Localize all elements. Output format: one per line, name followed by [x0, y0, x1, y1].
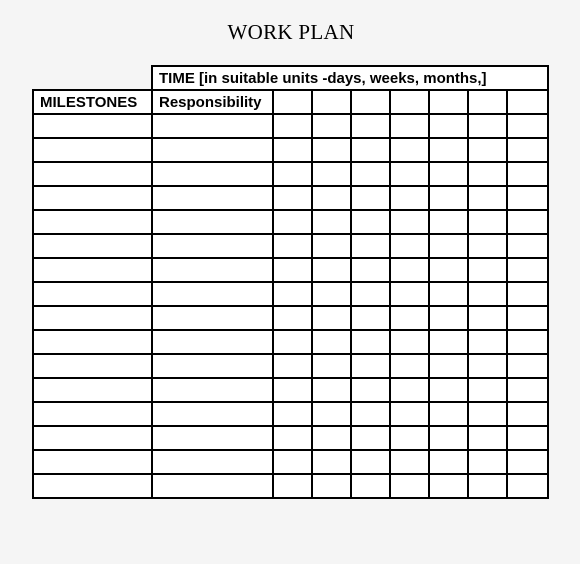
time-header-cell: [390, 90, 429, 114]
time-cell[interactable]: [390, 354, 429, 378]
time-cell[interactable]: [468, 474, 507, 498]
time-header-cell: [273, 90, 312, 114]
time-cell[interactable]: [429, 186, 468, 210]
time-cell[interactable]: [468, 306, 507, 330]
time-cell[interactable]: [390, 426, 429, 450]
time-cell[interactable]: [390, 114, 429, 138]
time-cell[interactable]: [312, 378, 351, 402]
time-cell[interactable]: [351, 354, 390, 378]
time-cell[interactable]: [312, 138, 351, 162]
time-cell[interactable]: [429, 306, 468, 330]
time-cell[interactable]: [351, 186, 390, 210]
milestone-cell[interactable]: [33, 330, 152, 354]
plan-row: [33, 282, 548, 306]
plan-row: [33, 234, 548, 258]
time-cell[interactable]: [468, 138, 507, 162]
time-cell[interactable]: [468, 354, 507, 378]
time-cell[interactable]: [312, 234, 351, 258]
time-cell[interactable]: [273, 426, 312, 450]
time-cell[interactable]: [351, 378, 390, 402]
milestone-cell[interactable]: [33, 114, 152, 138]
time-cell[interactable]: [507, 114, 548, 138]
milestone-cell[interactable]: [33, 138, 152, 162]
responsibility-cell[interactable]: [152, 282, 273, 306]
time-cell[interactable]: [312, 258, 351, 282]
time-cell[interactable]: [468, 258, 507, 282]
time-cell[interactable]: [312, 426, 351, 450]
time-cell[interactable]: [351, 426, 390, 450]
responsibility-cell[interactable]: [152, 234, 273, 258]
time-cell[interactable]: [468, 282, 507, 306]
time-cell[interactable]: [429, 114, 468, 138]
time-cell[interactable]: [273, 282, 312, 306]
time-cell[interactable]: [429, 138, 468, 162]
responsibility-cell[interactable]: [152, 210, 273, 234]
time-cell[interactable]: [507, 306, 548, 330]
time-cell[interactable]: [312, 330, 351, 354]
plan-row: [33, 354, 548, 378]
time-cell[interactable]: [390, 162, 429, 186]
time-cell[interactable]: [429, 162, 468, 186]
time-cell[interactable]: [507, 450, 548, 474]
time-cell[interactable]: [390, 210, 429, 234]
responsibility-header: Responsibility: [152, 90, 273, 114]
plan-row: [33, 426, 548, 450]
time-cell[interactable]: [390, 378, 429, 402]
plan-row: [33, 138, 548, 162]
time-cell[interactable]: [312, 306, 351, 330]
time-cell[interactable]: [390, 450, 429, 474]
time-header-cell: [351, 90, 390, 114]
time-cell[interactable]: [390, 306, 429, 330]
milestone-cell[interactable]: [33, 282, 152, 306]
time-cell[interactable]: [429, 354, 468, 378]
time-cell[interactable]: [429, 210, 468, 234]
work-plan-table: [32, 65, 549, 499]
time-cell[interactable]: [507, 234, 548, 258]
time-cell[interactable]: [507, 282, 548, 306]
time-cell[interactable]: [429, 426, 468, 450]
time-header-cell: [468, 90, 507, 114]
time-cell[interactable]: [429, 402, 468, 426]
time-cell[interactable]: [468, 114, 507, 138]
milestone-cell[interactable]: [33, 474, 152, 498]
time-cell[interactable]: [312, 474, 351, 498]
time-header: TIME [in suitable units -days, weeks, months,]: [152, 66, 548, 90]
time-header-cell: [507, 90, 548, 114]
time-cell[interactable]: [351, 306, 390, 330]
plan-row: [33, 450, 548, 474]
time-header-cell: [312, 90, 351, 114]
milestone-cell[interactable]: [33, 234, 152, 258]
plan-row: [33, 186, 548, 210]
time-cell[interactable]: [390, 330, 429, 354]
time-cell[interactable]: [390, 138, 429, 162]
responsibility-cell[interactable]: [152, 378, 273, 402]
plan-row: [33, 210, 548, 234]
time-cell[interactable]: [351, 258, 390, 282]
milestone-cell[interactable]: [33, 162, 152, 186]
time-cell[interactable]: [273, 210, 312, 234]
time-cell[interactable]: [507, 426, 548, 450]
milestone-cell[interactable]: [33, 258, 152, 282]
time-cell[interactable]: [273, 234, 312, 258]
time-header-row: [33, 66, 548, 90]
responsibility-cell[interactable]: [152, 474, 273, 498]
time-cell[interactable]: [429, 474, 468, 498]
time-cell[interactable]: [312, 210, 351, 234]
time-cell[interactable]: [351, 210, 390, 234]
time-cell[interactable]: [468, 162, 507, 186]
time-header-cell: [429, 90, 468, 114]
time-cell[interactable]: [351, 474, 390, 498]
page-title: WORK PLAN: [227, 20, 355, 44]
time-cell[interactable]: [390, 258, 429, 282]
responsibility-cell[interactable]: [152, 450, 273, 474]
time-cell[interactable]: [468, 426, 507, 450]
responsibility-cell[interactable]: [152, 426, 273, 450]
responsibility-cell[interactable]: [152, 354, 273, 378]
plan-row: [33, 474, 548, 498]
responsibility-cell[interactable]: [152, 306, 273, 330]
time-cell[interactable]: [390, 402, 429, 426]
time-cell[interactable]: [312, 354, 351, 378]
time-cell[interactable]: [273, 450, 312, 474]
plan-row: [33, 402, 548, 426]
time-cell[interactable]: [273, 330, 312, 354]
time-cell[interactable]: [507, 138, 548, 162]
milestone-cell[interactable]: [33, 186, 152, 210]
time-cell[interactable]: [273, 402, 312, 426]
time-cell[interactable]: [507, 330, 548, 354]
time-cell[interactable]: [273, 114, 312, 138]
time-cell[interactable]: [507, 402, 548, 426]
milestone-cell[interactable]: [33, 426, 152, 450]
responsibility-cell[interactable]: [152, 186, 273, 210]
plan-row: [33, 162, 548, 186]
time-cell[interactable]: [273, 138, 312, 162]
milestone-cell[interactable]: [33, 354, 152, 378]
time-cell[interactable]: [312, 450, 351, 474]
time-cell[interactable]: [273, 258, 312, 282]
plan-row: [33, 306, 548, 330]
time-cell[interactable]: [390, 234, 429, 258]
time-cell[interactable]: [429, 378, 468, 402]
time-cell[interactable]: [273, 162, 312, 186]
time-cell[interactable]: [312, 282, 351, 306]
time-cell[interactable]: [468, 402, 507, 426]
time-cell[interactable]: [507, 186, 548, 210]
plan-row: [33, 114, 548, 138]
time-cell[interactable]: [468, 210, 507, 234]
milestone-cell[interactable]: [33, 450, 152, 474]
responsibility-cell[interactable]: [152, 402, 273, 426]
time-cell[interactable]: [273, 186, 312, 210]
responsibility-cell[interactable]: [152, 258, 273, 282]
time-cell[interactable]: [351, 138, 390, 162]
time-cell[interactable]: [390, 474, 429, 498]
time-cell[interactable]: [351, 162, 390, 186]
time-cell[interactable]: [273, 306, 312, 330]
time-cell[interactable]: [273, 354, 312, 378]
time-cell[interactable]: [507, 474, 548, 498]
time-cell[interactable]: [312, 162, 351, 186]
milestone-cell[interactable]: [33, 402, 152, 426]
time-cell[interactable]: [390, 282, 429, 306]
time-cell[interactable]: [429, 450, 468, 474]
time-cell[interactable]: [351, 114, 390, 138]
plan-row: [33, 258, 548, 282]
time-cell[interactable]: [351, 450, 390, 474]
time-cell[interactable]: [312, 186, 351, 210]
column-header-row: [33, 90, 548, 114]
time-cell[interactable]: [273, 474, 312, 498]
time-cell[interactable]: [312, 402, 351, 426]
plan-row: [33, 330, 548, 354]
responsibility-cell[interactable]: [152, 162, 273, 186]
time-cell[interactable]: [351, 330, 390, 354]
time-cell[interactable]: [507, 210, 548, 234]
time-cell[interactable]: [429, 234, 468, 258]
time-cell[interactable]: [429, 282, 468, 306]
responsibility-cell[interactable]: [152, 138, 273, 162]
time-cell[interactable]: [390, 186, 429, 210]
time-cell[interactable]: [468, 330, 507, 354]
plan-row: [33, 378, 548, 402]
time-cell[interactable]: [468, 378, 507, 402]
time-cell[interactable]: [507, 258, 548, 282]
time-cell[interactable]: [468, 234, 507, 258]
time-cell[interactable]: [468, 186, 507, 210]
time-cell[interactable]: [273, 378, 312, 402]
time-cell[interactable]: [312, 114, 351, 138]
time-cell[interactable]: [507, 354, 548, 378]
milestone-cell[interactable]: [33, 210, 152, 234]
blank-corner: [33, 66, 152, 90]
time-cell[interactable]: [351, 402, 390, 426]
time-cell[interactable]: [507, 378, 548, 402]
milestone-cell[interactable]: [33, 378, 152, 402]
milestones-header: MILESTONES: [33, 90, 152, 114]
time-cell[interactable]: [429, 258, 468, 282]
responsibility-cell[interactable]: [152, 114, 273, 138]
milestone-cell[interactable]: [33, 306, 152, 330]
time-cell[interactable]: [351, 282, 390, 306]
time-cell[interactable]: [507, 162, 548, 186]
time-cell[interactable]: [429, 330, 468, 354]
time-cell[interactable]: [468, 450, 507, 474]
responsibility-cell[interactable]: [152, 330, 273, 354]
time-cell[interactable]: [351, 234, 390, 258]
